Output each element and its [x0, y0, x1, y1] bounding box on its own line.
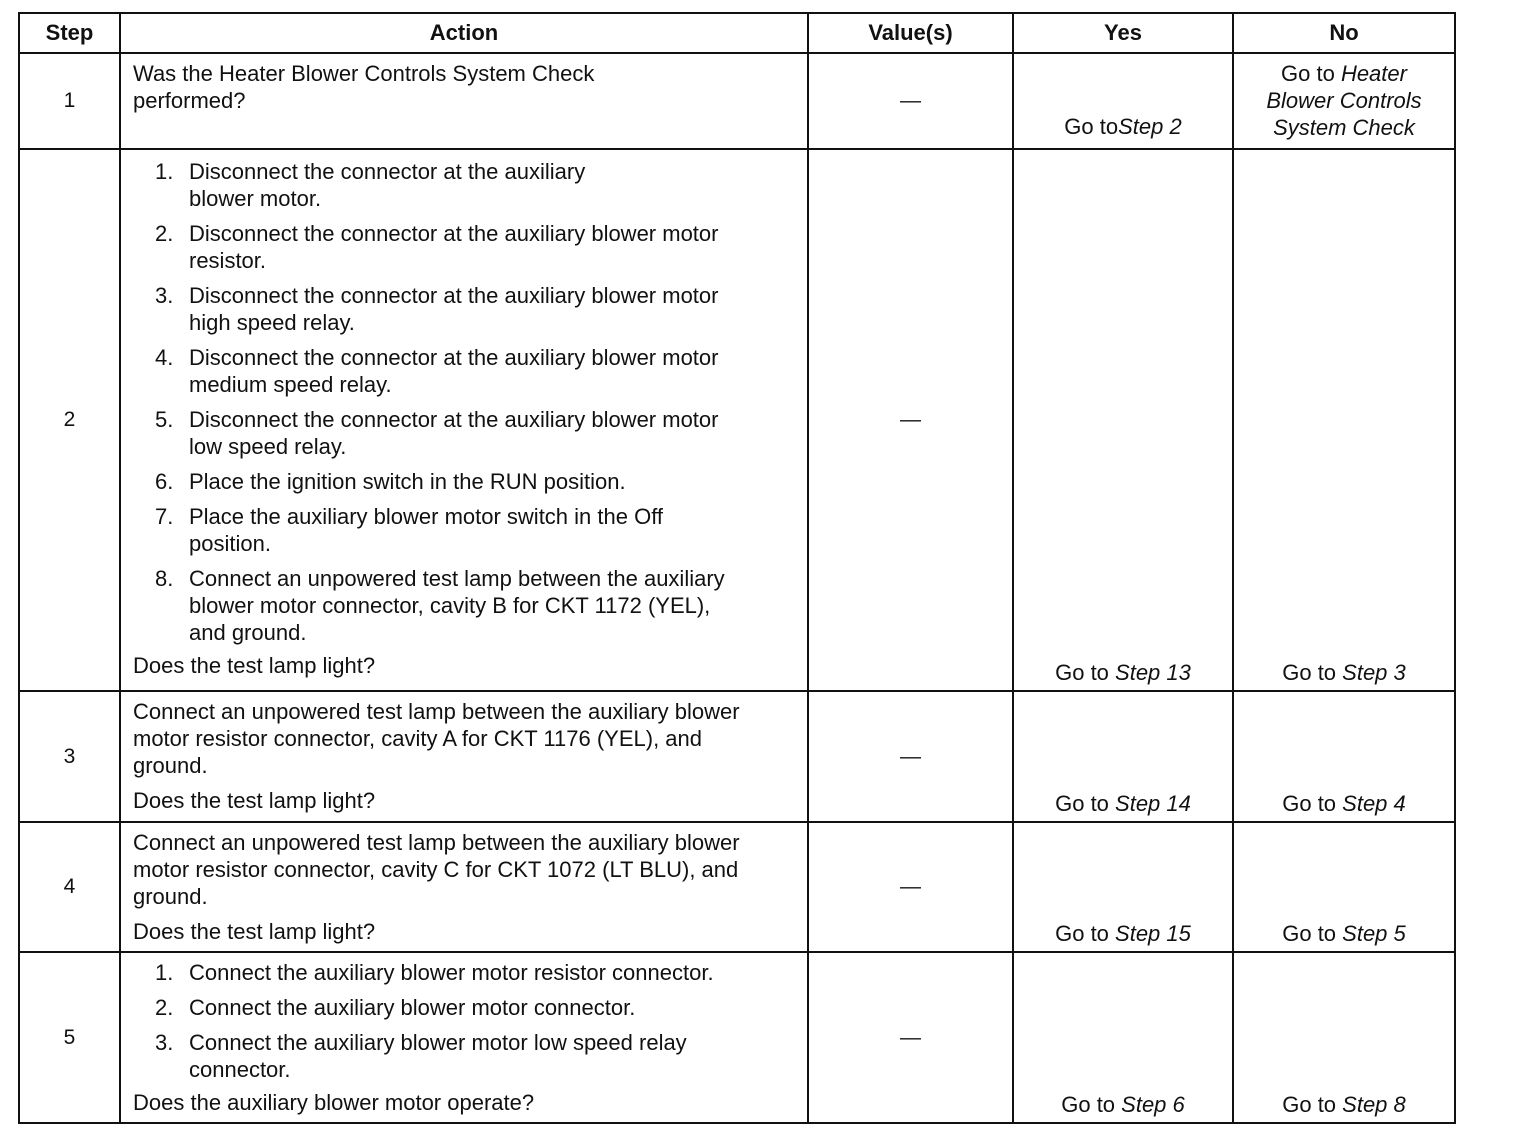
- value-cell: —: [808, 691, 1013, 822]
- table-row: [19, 822, 1455, 952]
- item-text: Connect the auxiliary blower motor low speed relay connector.: [189, 1030, 687, 1082]
- action-cell: [120, 822, 808, 952]
- question-text: Does the test lamp light?: [133, 919, 376, 944]
- item-text: Place the ignition switch in the RUN position.: [189, 469, 626, 494]
- item-number: 1.: [155, 159, 174, 184]
- item-text: Disconnect the connector at the auxiliary blower motor medium speed relay.: [189, 345, 719, 397]
- action-list: [133, 959, 795, 1083]
- item-number: 5.: [155, 407, 174, 432]
- yes-cell: [1013, 691, 1233, 822]
- value-cell: —: [808, 822, 1013, 952]
- header-yes: Yes: [1013, 13, 1233, 53]
- list-item: [155, 406, 725, 460]
- no-cell: [1233, 53, 1455, 149]
- header-values: Value(s): [808, 13, 1013, 53]
- list-item: [155, 282, 725, 336]
- no-step-link[interactable]: Step 4: [1342, 791, 1406, 816]
- no-prefix: Go to: [1282, 1092, 1343, 1117]
- item-number: 2.: [155, 221, 174, 246]
- yes-prefix: Go to: [1061, 1092, 1122, 1117]
- list-item: [155, 220, 725, 274]
- list-item: [155, 565, 725, 646]
- yes-prefix: Go to: [1055, 660, 1116, 685]
- question-text: Does the test lamp light?: [133, 653, 376, 678]
- action-text: Connect an unpowered test lamp between the auxiliary blower motor resistor connector, cavity A for CKT 1176 (YEL), and ground.: [133, 699, 740, 778]
- yes-prefix: Go to: [1055, 921, 1116, 946]
- diagnostic-table: [18, 12, 1456, 1124]
- yes-prefix: Go to: [1055, 791, 1116, 816]
- step-number: 3: [19, 691, 120, 822]
- no-cell: [1233, 952, 1455, 1123]
- yes-step-link[interactable]: Step 14: [1115, 791, 1191, 816]
- item-number: 3.: [155, 283, 174, 308]
- question-text: Does the auxiliary blower motor operate?: [133, 1090, 535, 1115]
- no-prefix: Go to: [1282, 921, 1343, 946]
- no-prefix: Go to: [1282, 660, 1343, 685]
- no-cell: [1233, 691, 1455, 822]
- no-step-link[interactable]: Step 5: [1342, 921, 1406, 946]
- value-cell: —: [808, 53, 1013, 149]
- step-number: 5: [19, 952, 120, 1123]
- action-cell: [120, 691, 808, 822]
- table-row: [19, 952, 1455, 1123]
- list-item: [155, 994, 795, 1021]
- yes-cell: [1013, 822, 1233, 952]
- no-step-link[interactable]: Step 3: [1342, 660, 1406, 685]
- yes-prefix: Go to: [1064, 114, 1119, 139]
- item-text: Disconnect the connector at the auxiliary blower motor.: [189, 159, 586, 211]
- yes-cell: [1013, 149, 1233, 691]
- item-number: 3.: [155, 1030, 174, 1055]
- list-item: [155, 1029, 795, 1083]
- step-number: 4: [19, 822, 120, 952]
- action-text: Connect an unpowered test lamp between the auxiliary blower motor resistor connector, cavity C for CKT 1072 (LT BLU), and ground.: [133, 830, 740, 909]
- item-text: Connect the auxiliary blower motor resistor connector.: [189, 960, 714, 985]
- item-text: Disconnect the connector at the auxiliary blower motor high speed relay.: [189, 283, 719, 335]
- no-cell: [1233, 149, 1455, 691]
- yes-cell: [1013, 952, 1233, 1123]
- step-number: 2: [19, 149, 120, 691]
- no-cell: [1233, 822, 1455, 952]
- item-text: Connect an unpowered test lamp between the auxiliary blower motor connector, cavity B for CKT 1172 (YEL), and ground.: [189, 566, 725, 645]
- value-cell: —: [808, 952, 1013, 1123]
- yes-step-link[interactable]: Step 13: [1115, 660, 1191, 685]
- action-cell: [120, 149, 808, 691]
- item-number: 4.: [155, 345, 174, 370]
- action-cell: [120, 952, 808, 1123]
- yes-step-link[interactable]: Step 15: [1115, 921, 1191, 946]
- item-number: 6.: [155, 469, 174, 494]
- action-text: Was the Heater Blower Controls System Check performed?: [133, 61, 595, 113]
- value-cell: —: [808, 149, 1013, 691]
- yes-cell: [1013, 53, 1233, 149]
- action-cell: [120, 53, 808, 149]
- list-item: [155, 468, 725, 495]
- question-text: Does the test lamp light?: [133, 788, 376, 813]
- list-item: [155, 158, 725, 212]
- list-item: [155, 503, 725, 557]
- item-number: 2.: [155, 995, 174, 1020]
- header-row: [19, 13, 1455, 53]
- no-prefix: Go to: [1281, 61, 1341, 86]
- table-row: [19, 149, 1455, 691]
- header-action: Action: [120, 13, 808, 53]
- no-prefix: Go to: [1282, 791, 1343, 816]
- item-number: 8.: [155, 566, 174, 591]
- item-text: Disconnect the connector at the auxiliary blower motor low speed relay.: [189, 407, 719, 459]
- table-row: [19, 53, 1455, 149]
- item-number: 1.: [155, 960, 174, 985]
- item-text: Connect the auxiliary blower motor connector.: [189, 995, 636, 1020]
- header-step: Step: [19, 13, 120, 53]
- header-no: No: [1233, 13, 1455, 53]
- action-list: [133, 158, 795, 646]
- item-text: Place the auxiliary blower motor switch in the Off position.: [189, 504, 664, 556]
- item-text: Disconnect the connector at the auxiliary blower motor resistor.: [189, 221, 719, 273]
- list-item: [155, 959, 795, 986]
- no-step-link[interactable]: Heater Blower Controls System Check: [1266, 61, 1422, 140]
- item-number: 7.: [155, 504, 174, 529]
- table-row: [19, 691, 1455, 822]
- no-step-link[interactable]: Step 8: [1342, 1092, 1406, 1117]
- yes-step-link[interactable]: Step 6: [1121, 1092, 1185, 1117]
- step-number: 1: [19, 53, 120, 149]
- yes-step-link[interactable]: Step 2: [1118, 114, 1182, 139]
- list-item: [155, 344, 725, 398]
